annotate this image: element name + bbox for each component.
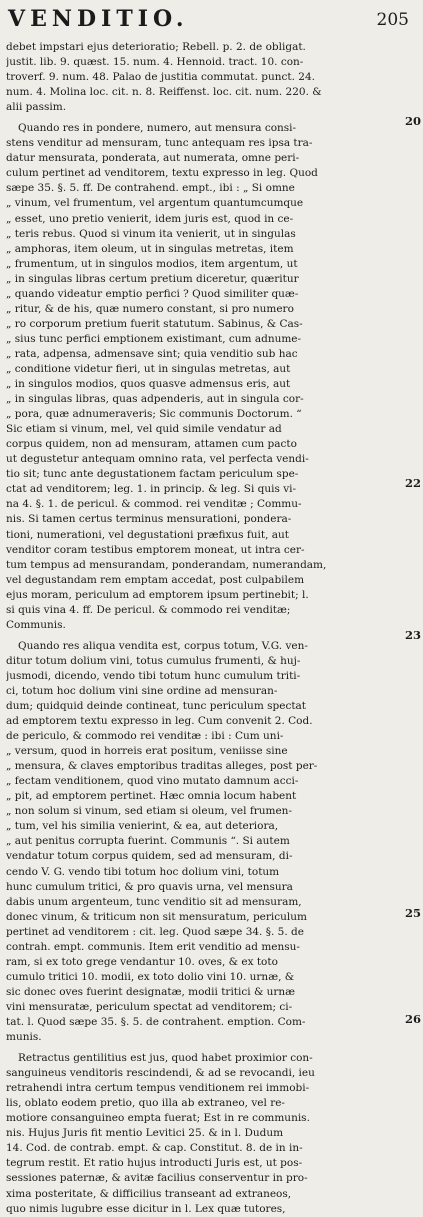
- text-line: stens venditur ad mensuram, tunc antequam res ipsa tra-: [6, 137, 313, 150]
- text-line: nis. Si tamen certus terminus mensurationi, pondera-: [6, 513, 292, 526]
- text-line: Quando res in pondere, numero, aut mensura consi-: [18, 122, 297, 135]
- text-line: „ in singulas libras, quas adpenderis, aut in singula cor-: [6, 393, 304, 406]
- text-line: dabis unum argenteum, tunc venditio sit ad mensuram,: [6, 895, 302, 908]
- text-line: „ fectam venditionem, quod vino mutato damnum acci-: [6, 775, 299, 788]
- page-number: 205: [376, 10, 409, 30]
- text-line: num. 4. Molina loc. cit. n. 8. Reiffenst. loc. cit. num. 220. &: [6, 86, 322, 99]
- text-line: culum pertinet ad venditorem, textu expresso in leg. Quod: [6, 167, 318, 180]
- text-line: tio sit; tunc ante degustationem factam periculum spe-: [6, 468, 299, 481]
- margin-number: 23: [404, 628, 421, 642]
- text-line: tegrum restit. Et ratio hujus introducti Juris est, ut pos-: [6, 1157, 303, 1170]
- text-line: sanguineus venditoris rescindendi, & ad se revocandi, ieu: [6, 1067, 315, 1080]
- text-line: nis. Hujus Juris fit mentio Levitici 25. & in l. Dudum: [6, 1127, 284, 1140]
- text-line: „ pit, ad emptorem pertinet. Hæc omnia locum habent: [6, 790, 297, 803]
- text-line: pertinet ad venditorem : cit. leg. Quod sæpe 34. §. 5. de: [6, 925, 304, 938]
- text-line: vini mensuratæ, periculum spectat ad venditorem; ci-: [6, 1000, 293, 1013]
- text-line: „ aut penitus corrupta fuerint. Communis “. Si autem: [6, 835, 290, 848]
- margin-number: 20: [404, 114, 421, 128]
- text-line: sic donec oves fuerint designatæ, modii tritici & urnæ: [6, 985, 296, 998]
- text-line: quo nimis lugubre esse dicitur in l. Lex quæ tutores,: [6, 1202, 286, 1215]
- text-line: Communis.: [6, 618, 66, 631]
- text-line: donec vinum, & triticum non sit mensuratum, periculum: [6, 910, 307, 923]
- text-line: Quando res aliqua vendita est, corpus totum, V.G. ven-: [18, 639, 308, 652]
- text-line: sæpe 35. §. 5. ff. De contrahend. empt., ibi : „ Si omne: [6, 182, 295, 195]
- text-line: de periculo, & commodo rei venditæ : ibi : Cum uni-: [6, 730, 284, 743]
- text-line: ram, si ex toto grege vendantur 10. oves, & ex toto: [6, 955, 278, 968]
- text-line: 14. Cod. de contrab. empt. & cap. Constitut. 8. de in in-: [6, 1142, 303, 1155]
- text-line: troverf. 9. num. 48. Palao de justitia commutat. punct. 24.: [6, 71, 315, 84]
- text-line: „ sius tunc perfici emptionem existimant, cum adnume-: [6, 332, 302, 345]
- text-line: corpus quidem, non ad mensuram, attamen cum pacto: [6, 438, 297, 451]
- text-line: „ tum, vel his similia venierint, & ea, aut deteriora,: [6, 820, 279, 833]
- text-line: „ ro corporum pretium fuerit statutum. Sabinus, & Cas-: [6, 317, 303, 330]
- text-line: „ in singulos modios, quos quasve admensus eris, aut: [6, 378, 291, 391]
- margin-number: 22: [404, 476, 421, 490]
- text-line: na 4. §. 1. de pericul. & commod. rei venditæ ; Commu-: [6, 498, 302, 511]
- text-line: „ conditione videtur fieri, ut in singulas metretas, aut: [6, 362, 291, 375]
- text-line: justit. lib. 9. quæst. 15. num. 4. Hennoid. tract. 10. con-: [6, 56, 304, 69]
- text-line: Retractus gentilitius est jus, quod habet proximior con-: [18, 1052, 313, 1065]
- text-line: si quis vina 4. ff. De pericul. & commodo rei venditæ;: [6, 603, 291, 616]
- text-line: ejus moram, periculum ad emptorem ipsum pertinebit; l.: [6, 588, 309, 601]
- text-line: contrah. empt. communis. Item erit venditio ad mensu-: [6, 940, 300, 953]
- text-line: munis.: [6, 1031, 42, 1044]
- running-title: VENDITIO.: [8, 6, 189, 32]
- text-line: motiore consanguineo empta fuerat; Est in re communis.: [6, 1112, 310, 1125]
- text-line: Sic etiam si vinum, mel, vel quid simile vendatur ad: [6, 423, 282, 436]
- text-line: ctat ad venditorem; leg. 1. in princip. & leg. Si quis vi-: [6, 483, 297, 496]
- text-line: alii passim.: [6, 101, 67, 114]
- text-line: ut degustetur antequam omnino rata, vel perfecta vendi-: [6, 453, 309, 466]
- text-line: „ mensura, & claves emptoribus traditas alleges, post per-: [6, 760, 318, 773]
- text-line: „ pora, quæ adnumeraveris; Sic communis Doctorum. “: [6, 408, 302, 421]
- text-line: cumulo tritici 10. modii, ex toto dolio vini 10. urnæ, &: [6, 970, 295, 983]
- body-text: [6, 40, 398, 1217]
- text-line: tioni, numerationi, vel degustationi præfixus fuit, aut: [6, 528, 290, 541]
- text-line: sessiones paternæ, & avitæ facilius conserventur in pro-: [6, 1172, 308, 1185]
- text-line: xima posteritate, & difficilius transeant ad extraneos,: [6, 1187, 292, 1200]
- text-line: „ rata, adpensa, admensave sint; quia venditio sub hac: [6, 347, 298, 360]
- text-line: hunc cumulum tritici, & pro quavis urna, vel mensura: [6, 880, 293, 893]
- margin-number: 26: [404, 1012, 421, 1026]
- text-line: venditor coram testibus emptorem moneat, ut intra cer-: [6, 543, 305, 556]
- text-line: datur mensurata, ponderata, aut numerata, omne peri-: [6, 152, 300, 165]
- text-line: „ in singulas libras certum pretium diceretur, quæritur: [6, 272, 299, 285]
- text-line: dum; quidquid deinde contineat, tunc periculum spectat: [6, 700, 307, 713]
- text-line: cendo V. G. vendo tibi totum hoc dolium vini, totum: [6, 865, 280, 878]
- text-line: tat. l. Quod sæpe 35. §. 5. de contrahent. emption. Com-: [6, 1016, 306, 1028]
- text-line: ad emptorem textu expresso in leg. Cum convenit 2. Cod.: [6, 715, 313, 728]
- text-line: „ teris rebus. Quod si vinum ita venierit, ut in singulas: [6, 227, 296, 240]
- text-line: vendatur totum corpus quidem, sed ad mensuram, di-: [6, 850, 293, 863]
- text-line: ditur totum dolium vini, totus cumulus frumenti, & huj-: [6, 654, 301, 667]
- text-line: „ amphoras, item oleum, ut in singulas metretas, item: [6, 242, 294, 255]
- text-line: „ quando videatur emptio perfici ? Quod similiter quæ-: [6, 287, 299, 300]
- text-line: „ ritur, & de his, quæ numero constant, si pro numero: [6, 302, 294, 315]
- text-line: lis, oblato eodem pretio, quo illa ab extraneo, vel re-: [6, 1097, 285, 1110]
- text-line: „ esset, uno pretio venierit, idem juris est, quod in ce-: [6, 212, 294, 225]
- text-line: „ non solum si vinum, sed etiam si oleum, vel frumen-: [6, 805, 292, 818]
- margin-number: 25: [404, 906, 421, 920]
- text-line: „ frumentum, ut in singulos modios, item argentum, ut: [6, 257, 298, 270]
- text-line: jusmodi, dicendo, vendo tibi totum hunc cumulum triti-: [6, 669, 301, 682]
- text-line: debet impstari ejus deterioratio; Rebell. p. 2. de obligat.: [6, 41, 306, 53]
- text-line: „ versum, quod in horreis erat positum, veniisse sine: [6, 745, 288, 758]
- text-line: ci, totum hoc dolium vini sine ordine ad mensuran-: [6, 684, 278, 697]
- text-line: tum tempus ad mensurandam, ponderandam, numerandam,: [6, 558, 327, 571]
- running-header: [8, 6, 409, 36]
- text-line: retrahendi intra certum tempus venditionem rei immobi-: [6, 1082, 310, 1095]
- text-line: vel degustandam rem emptam accedat, post culpabilem: [6, 573, 305, 586]
- text-line: „ vinum, vel frumentum, vel argentum quantumcumque: [6, 197, 304, 210]
